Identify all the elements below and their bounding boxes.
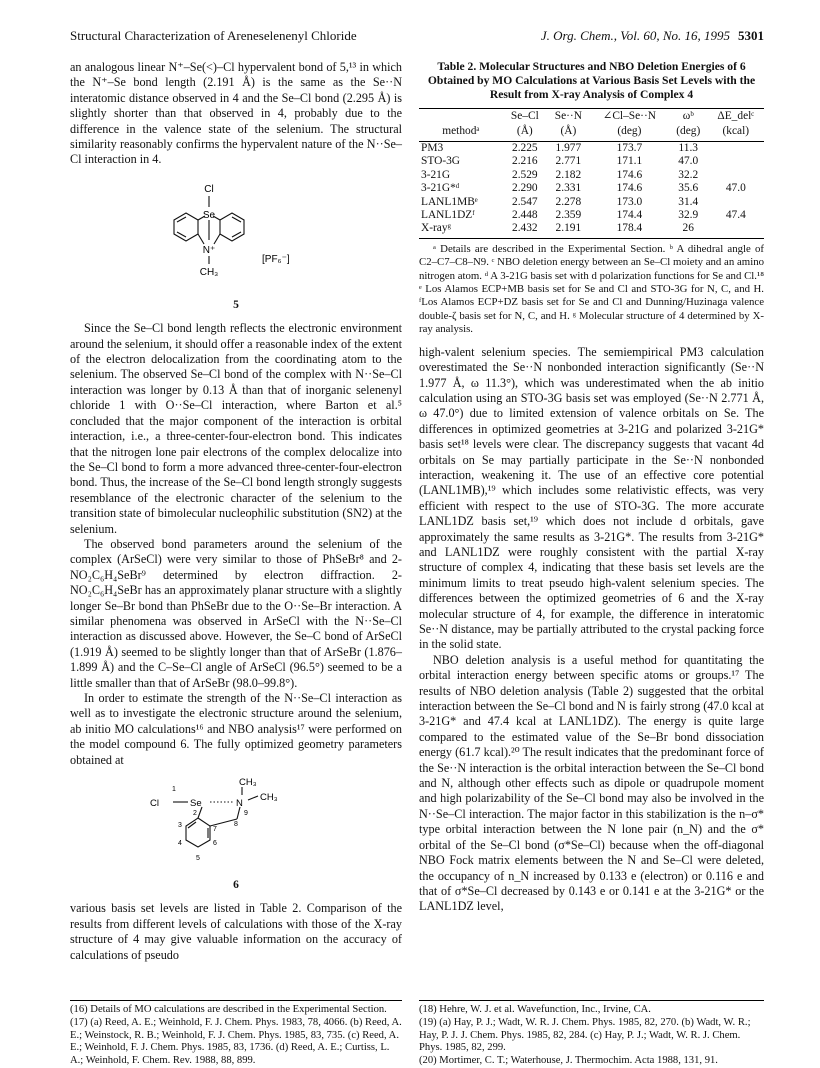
atom-label: Se [190, 798, 202, 810]
column-header-unit: (deg) [590, 124, 669, 142]
structure-5 [136, 174, 336, 294]
table-row [419, 169, 764, 182]
atom-label: CH₃ [239, 777, 257, 789]
page-number: 5301 [738, 28, 764, 43]
atom-number: 5 [196, 855, 200, 863]
journal-name: J. Org. Chem., Vol. 60, No. 16, 1995 [540, 28, 730, 43]
column-header: Se··N [554, 110, 582, 122]
footnotes-left [70, 1004, 402, 1068]
value-cell: 47.0 [725, 182, 746, 195]
atom-number: 3 [178, 822, 182, 830]
value-cell: 47.0 [678, 155, 699, 168]
value-cell: 174.6 [616, 182, 643, 195]
running-title: Structural Characterization of Areneselenenyl Chloride [70, 28, 357, 43]
value-cell [708, 196, 764, 209]
value-cell: 2.448 [512, 209, 538, 222]
atom-number: 4 [178, 840, 182, 848]
value-cell: 32.2 [678, 168, 699, 181]
method-cell: X-rayᵍ [419, 222, 503, 238]
atom-label: N [236, 798, 243, 810]
method-cell: 3-21G [421, 168, 451, 181]
paragraph: Since the Se–Cl bond length reflects the electronic environment around the selenium, it should offer a reasonable index of the extent of the electron delocalization from the coordinating atom to the selenium. The observed Se–Cl bond of the complex with N··Se–Cl interaction was longer by 0.13 Å than that of inorganic selenenyl chloride 1 with O··Se–Cl interaction, where Barton et al.⁵ concluded that the major component of the interaction is orbital interaction, i.e., a three-center-four-electron bond. This indicates that the nitrogen lone pair electrons of the complex delocalize into the Se–Cl bond to form a more advanced three-center-four-electron bond. Thus, the increase of the Se–Cl bond length strongly suggests resemblance of the electronic character of the selenium to the transition state of bimolecular nucleophilic substitution (SN2) at the selenium. [70, 321, 402, 536]
table-row [419, 209, 764, 222]
table-row [419, 182, 764, 195]
footnote: (19) (a) Hay, P. J.; Wadt, W. R. J. Chem. Phys. 1985, 82, 270. (b) Wadt, W. R.; Hay, P. J. J. Chem. Phys. 1985, 82, 284. (c) Hay, P. J.; Wadt, W. R. J. Chem. Phys. 1985, 82, 299. [419, 1016, 751, 1054]
table-header-row [419, 124, 764, 142]
paragraph: various basis set levels are listed in Table 2. Comparison of the results from different levels of calculations with those of the X-ray structure of 4 may give valuable information on the accuracy of calculations of pseudo [70, 901, 402, 962]
column-header: ωᵇ [682, 110, 694, 122]
value-cell [708, 169, 764, 182]
value-cell: 174.6 [616, 168, 643, 181]
column-header: ΔE_delᶜ [717, 110, 755, 122]
value-cell: 2.359 [555, 209, 582, 222]
footnote-rule [70, 1000, 402, 1001]
paragraph: NBO deletion analysis is a useful method for quantitating the orbital interaction energy between specific atoms or groups.¹⁷ The results of NBO deletion analysis (Table 2) suggested that the orbital interaction between the Se–Cl bond and N is fairly strong (47.0 kcal at 3-21G* and 47.4 kcal at LANL1DZ). The energy is quite large compared to the estimated value of the Se–Br bond dissociation energy (61.7 kcal).²⁰ The result indicates that the predominant force of the Se··N interaction is the orbital interaction between the Se–Cl bond and N, although other effects such as dipole or quadrupole moment and high polarizability of the Se–Cl bond may also be involved in the N··Se–Cl interaction. The major factor in this stabilization is the n–σ* type orbital interaction between the N lone pair (n_N) and the σ* orbital of the Se–Cl bond (σ*Se–Cl) because when the off-diagonal NBO Fock matrix elements between the N and Se–Cl were deleted, the occupancy of n_N increased by 0.133 e (electron) or 0.116 e and that of σ*Se–Cl decreased by 0.143 e or 0.141 e at the 3-21G* or the LANL1DZ level, [419, 652, 764, 914]
method-cell: LANL1MBᵉ [421, 195, 478, 208]
method-cell: LANL1DZᶠ [421, 209, 475, 222]
value-cell: 171.1 [616, 155, 643, 168]
method-cell: 3-21G*ᵈ [421, 182, 460, 195]
value-cell: 2.216 [512, 155, 538, 168]
footnotes-right [419, 1004, 764, 1068]
column-header-unit: (Å) [503, 124, 547, 142]
column-header-unit: methodᵃ [419, 124, 503, 142]
value-cell: 178.4 [590, 222, 669, 238]
value-cell: 32.9 [678, 209, 699, 222]
table-row [419, 196, 764, 209]
value-cell: 2.225 [512, 142, 538, 154]
table-row [419, 222, 764, 238]
atom-number: 9 [244, 810, 248, 818]
right-column [419, 60, 764, 915]
structure-6-drawing [136, 774, 336, 874]
table-footnotes: ᵃ Details are described in the Experimental Section. ᵇ A dihedral angle of C2–C7–C8–N9. ᶜ NBO deletion energy between an Se–Cl moiety and an amino nitrogen atom. ᵈ A 3-21G basis set with d polarization functions for Se and Cl.¹⁸ ᵉ Los Alamos ECP+MB basis set for Se and Cl and STO-3G for N, C, and H. ᶠLos Alamos ECP+DZ basis set for Se and Cl and Dunning/Huzinaga valence double-ζ basis set for N, C, and H. ᵍ Molecular structure of 4 determined by X-ray analysis. [419, 242, 764, 336]
footnote: (16) Details of MO calculations are described in the Experimental Section. [70, 1004, 387, 1015]
value-cell: 2.182 [555, 168, 582, 181]
counter-anion: [PF₆⁻] [262, 253, 290, 265]
method-cell: PM3 [421, 142, 444, 154]
table-header-row [419, 109, 764, 125]
paragraph: high-valent selenium species. The semiempirical PM3 calculation overestimated the Se··N nonbonded interaction significantly (Se··N 1.977 Å, ω 11.3°), which was underestimated when the ab initio calculation using an STO-3G basis set was employed (Se··N 2.771 Å, ω 47.0°) due to limited extension of valence orbitals on Se. The differences in optimized geometries at 3-21G and polarized 3-21G* basis set¹⁸ levels were clear. The discrepancy suggests that vacant 4d orbitals on Se may partially participate in the Se··N nonbonded interaction, weakening it. The use of an effective core potential (LANL1MB),¹⁹ which includes some relativistic effects, was very efficient with respect to the use of STO-3G. The more accurate LANL1DZ basis set,¹⁹ which does not include d orbitals, gave approximately the same results as 3-21G*. The results from 3-21G* and LANL1DZ were roughly consistent with the partial X-ray structure of complex 4, indicating that these basis set levels are the minimum limits to treat pseudo high-valent selenium species. The differences between the optimized geometries of 6 and the X-ray molecular structure of 4, for example, the difference in interatomic Se··N distance, may be partially attributed to the crystal packing force in the solid state. [419, 344, 764, 652]
footnote: (18) Hehre, W. J. et al. Wavefunction, Inc., Irvine, CA. [419, 1004, 651, 1015]
atom-number: 7 [213, 826, 217, 834]
value-cell [708, 142, 764, 156]
atom-number: 2 [193, 810, 197, 818]
footnote: (20) Mortimer, C. T.; Waterhouse, J. Thermochim. Acta 1988, 131, 91. [419, 1055, 718, 1067]
atom-number: 6 [213, 840, 217, 848]
value-cell: 2.331 [555, 182, 582, 195]
value-cell: 26 [669, 222, 708, 238]
atom-label: Se [202, 209, 216, 221]
table-row [419, 142, 764, 156]
value-cell: 47.4 [725, 209, 746, 222]
paragraph: The observed bond parameters around the selenium of the complex (ArSeCl) were very similar to those of PhSeBr⁸ and 2-NO₂C₆H₄SeBr⁹ determined by electron diffraction. 2-NO₂C₆H₄SeBr has an approximately planar structure with a slightly longer Se–Br bond than PhSeBr due to the O··Se–Br interaction. A similar phenomena was observed in ArSeCl with the N··Se–Cl interaction as discussed above. However, the Se–C bond of ArSeCl (1.919 Å) seemed to be slightly longer than that of ArSeBr (1.876–1.899 Å) and the C–Se–Cl angle of ArSeCl (96.5°) seemed to be a little smaller than that of ArSeBr (98.0–99.8°). [70, 536, 402, 690]
structure-6 [136, 774, 336, 874]
value-cell: 2.529 [512, 168, 538, 181]
method-cell: STO-3G [421, 155, 461, 168]
table-row [419, 155, 764, 168]
column-header-unit: (deg) [669, 124, 708, 142]
column-header [419, 109, 503, 125]
value-cell: 31.4 [678, 195, 699, 208]
atom-label: CH₃ [199, 266, 219, 278]
paragraph: an analogous linear N⁺–Se(<)–Cl hypervalent bond of 5,¹³ in which the N⁺–Se bond length (2.191 Å) is the same as the Se··N interatomic distance observed in 4 and the Se–Cl bond (2.295 Å) is slightly shorter than that observed in 4, probably due to the difference in the valence state of the selenium. The structural similarity reasonably confirms the hypervalent nature of the N··Se–Cl interaction in 4. [70, 60, 402, 167]
footnote-rule [419, 1000, 764, 1001]
value-cell: 2.547 [512, 195, 538, 208]
value-cell: 173.7 [616, 142, 643, 154]
value-cell: 2.290 [512, 182, 538, 195]
table-caption: Table 2. Molecular Structures and NBO Deletion Energies of 6 Obtained by MO Calculations at Various Basis Set Levels with the Result from X-ray Analysis of Complex 4 [427, 60, 756, 101]
value-cell: 2.432 [503, 222, 547, 238]
value-cell [708, 222, 764, 238]
value-cell: 2.771 [555, 155, 582, 168]
value-cell: 35.6 [678, 182, 699, 195]
column-header-unit: (kcal) [708, 124, 764, 142]
atom-label: Cl [150, 798, 159, 810]
value-cell: 2.191 [547, 222, 590, 238]
atom-label: N⁺ [202, 244, 216, 256]
atom-number: 8 [234, 821, 238, 829]
atom-label: Cl [204, 183, 214, 195]
value-cell [708, 155, 764, 168]
results-table [419, 108, 764, 239]
footnote: (17) (a) Reed, A. E.; Weinhold, F. J. Chem. Phys. 1983, 78, 4066. (b) Reed, A. E.; Weinstock, R. B.; Weinhold, F. J. Chem. Phys. 1985, 83, 735. (c) Reed, A. E.; Weinhold, F. J. Chem. Phys. 1985, 83, 1736. (d) Reed, A. E.; Curtiss, L. A.; Weinhold, F. Chem. Rev. 1988, 88, 899. [70, 1016, 402, 1067]
column-header: Se–Cl [510, 110, 539, 122]
atom-label: CH₃ [260, 792, 278, 804]
compound-label: 6 [233, 879, 239, 892]
atom-number: 1 [172, 786, 176, 794]
value-cell: 174.4 [616, 209, 643, 222]
value-cell: 1.977 [555, 142, 582, 154]
running-header [70, 28, 764, 48]
column-header: ∠Cl–Se··N [602, 110, 656, 122]
value-cell: 11.3 [678, 142, 698, 154]
compound-label: 5 [233, 298, 239, 311]
column-header-unit: (Å) [547, 124, 590, 142]
left-column [70, 60, 402, 963]
journal-citation [541, 28, 764, 44]
structure-5-drawing [136, 174, 336, 294]
value-cell: 173.0 [616, 195, 643, 208]
paragraph: In order to estimate the strength of the N··Se–Cl interaction as well as to investigate the electronic structure around the selenium, ab initio MO calculations¹⁶ and NBO analysis¹⁷ were performed on the model compound 6. The fully optimized geometry parameters obtained at [70, 691, 402, 767]
value-cell: 2.278 [555, 195, 582, 208]
